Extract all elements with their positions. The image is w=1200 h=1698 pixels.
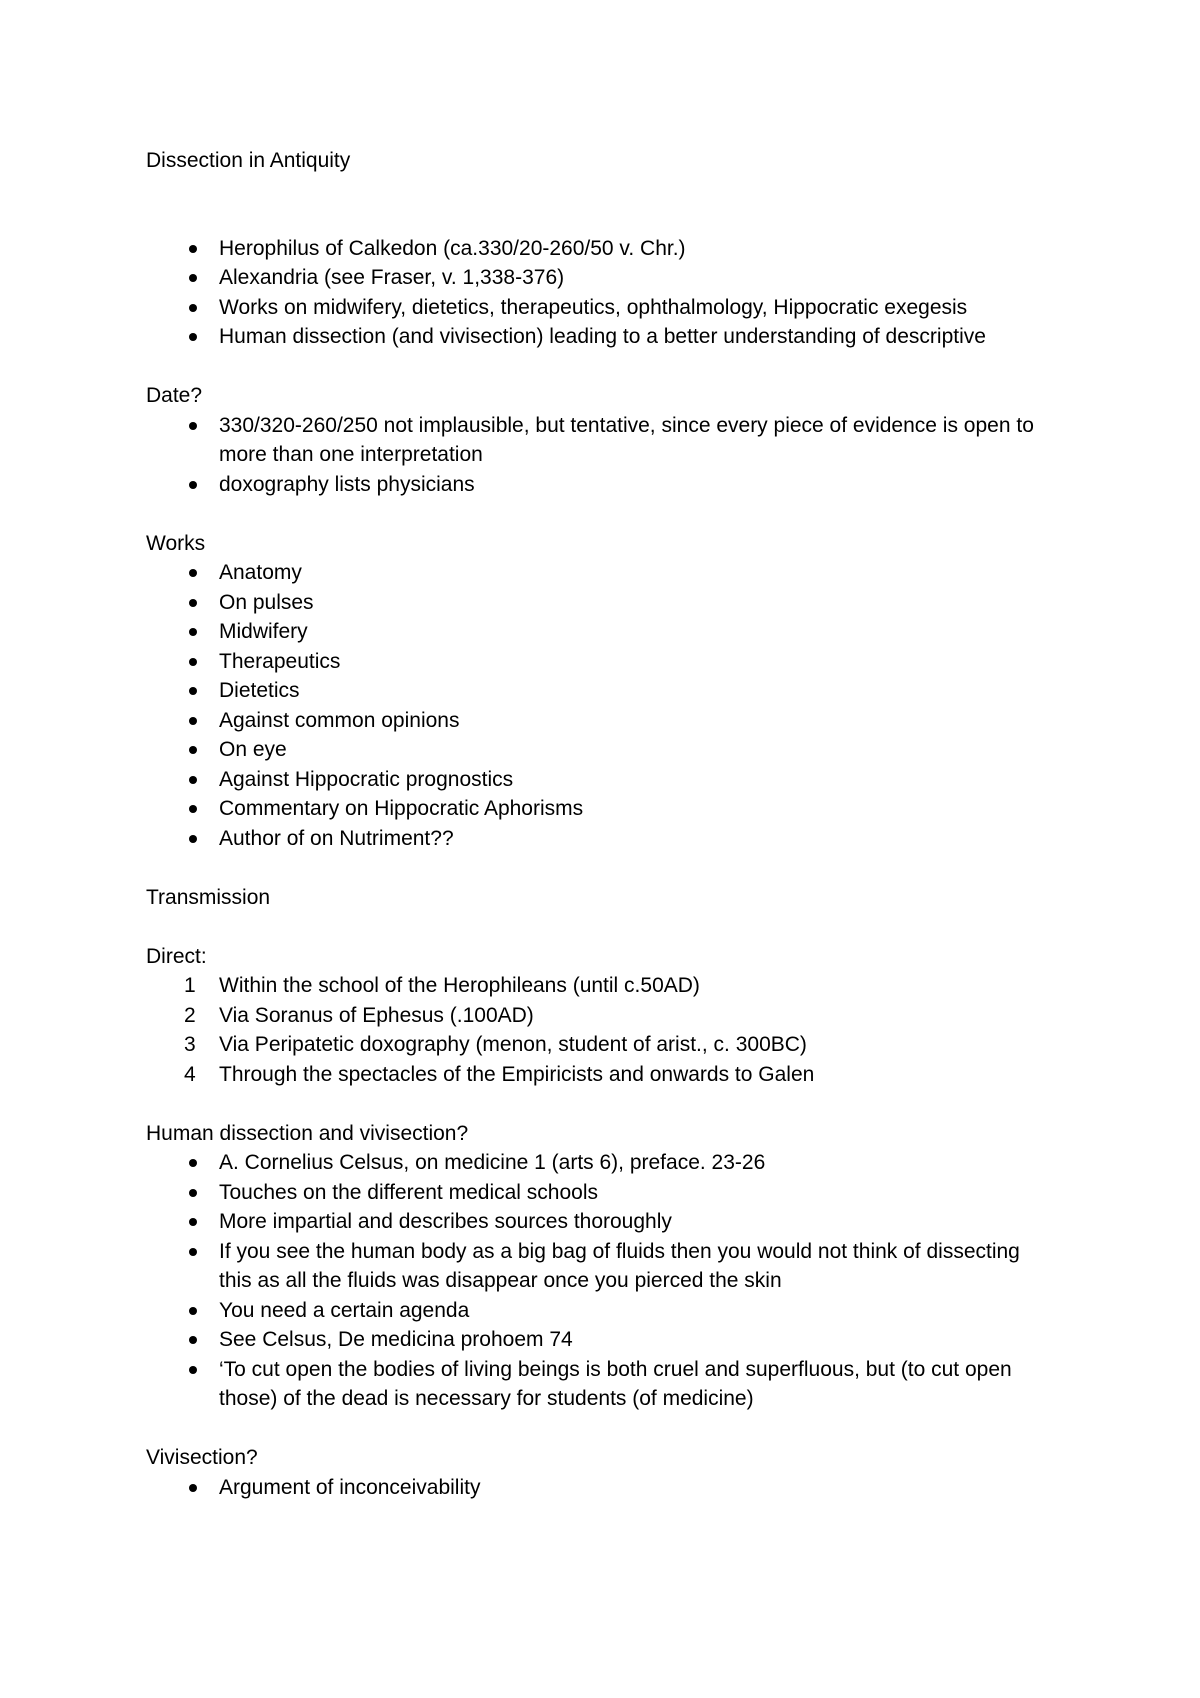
bullet-icon [189, 1218, 197, 1226]
list-item: A. Cornelius Celsus, on medicine 1 (arts 6), preface. 23-26 [146, 1148, 1046, 1178]
item-number: 2 [184, 1003, 196, 1027]
list-item: On eye [146, 735, 1046, 765]
human-dissection-heading: Human dissection and vivisection? [146, 1121, 469, 1145]
list-item: Dietetics [146, 676, 1046, 706]
works-list [146, 558, 1046, 853]
list-item: Anatomy [146, 558, 1046, 588]
document-body [146, 146, 1046, 1502]
list-item: Touches on the different medical schools [146, 1178, 1046, 1208]
direct-list [146, 971, 1046, 1089]
list-item: Human dissection (and vivisection) leading to a better understanding of descriptive [146, 322, 1046, 352]
intro-list [146, 234, 1046, 352]
list-item: 3 Via Peripatetic doxography (menon, student of arist., c. 300BC) [146, 1030, 1046, 1060]
list-item: 330/320-260/250 not implausible, but tentative, since every piece of evidence is open to more than one interpretation [146, 411, 1046, 470]
list-item: If you see the human body as a big bag of fluids then you would not think of dissecting this as all the fluids was disappear once you pierced the skin [146, 1237, 1046, 1296]
list-item: Works on midwifery, dietetics, therapeutics, ophthalmology, Hippocratic exegesis [146, 293, 1046, 323]
bullet-icon [189, 1484, 197, 1492]
list-item: Herophilus of Calkedon (ca.330/20-260/50 v. Chr.) [146, 234, 1046, 264]
list-item: Against common opinions [146, 706, 1046, 736]
bullet-icon [189, 1307, 197, 1315]
list-item: 2 Via Soranus of Ephesus (.100AD) [146, 1001, 1046, 1031]
list-item: Therapeutics [146, 647, 1046, 677]
list-item: On pulses [146, 588, 1046, 618]
bullet-icon [189, 245, 197, 253]
list-item: ‘To cut open the bodies of living beings is both cruel and superfluous, but (to cut open those) of the dead is necessary for students (of medicine) [146, 1355, 1046, 1414]
item-number: 4 [184, 1062, 196, 1086]
item-number: 1 [184, 974, 196, 997]
list-item: See Celsus, De medicina prohoem 74 [146, 1325, 1046, 1355]
list-item: Alexandria (see Fraser, v. 1,338-376) [146, 263, 1046, 293]
list-item: More impartial and describes sources thoroughly [146, 1207, 1046, 1237]
list-item: 1 Within the school of the Herophileans (until c.50AD) [146, 971, 1046, 1001]
bullet-icon [189, 835, 197, 843]
list-item: Argument of inconceivability [146, 1473, 1046, 1503]
bullet-icon [189, 1189, 197, 1197]
bullet-icon [189, 658, 197, 666]
bullet-icon [189, 1336, 197, 1344]
bullet-icon [189, 1366, 197, 1374]
list-item: 4 Through the spectacles of the Empiricists and onwards to Galen [146, 1060, 1046, 1090]
bullet-icon [189, 422, 197, 430]
list-item: Author of on Nutriment?? [146, 824, 1046, 854]
bullet-icon [189, 274, 197, 282]
document-title: Dissection in Antiquity [146, 149, 351, 172]
list-item: You need a certain agenda [146, 1296, 1046, 1326]
date-list [146, 411, 1046, 500]
bullet-icon [189, 746, 197, 754]
direct-heading: Direct: [146, 944, 207, 968]
list-item: Midwifery [146, 617, 1046, 647]
bullet-icon [189, 717, 197, 725]
bullet-icon [189, 304, 197, 312]
vivisection-list [146, 1473, 1046, 1503]
bullet-icon [189, 687, 197, 695]
works-heading: Works [146, 531, 206, 555]
list-item: doxography lists physicians [146, 470, 1046, 500]
bullet-icon [189, 1248, 197, 1256]
list-item: Commentary on Hippocratic Aphorisms [146, 794, 1046, 824]
bullet-icon [189, 481, 197, 489]
bullet-icon [189, 599, 197, 607]
bullet-icon [189, 776, 197, 784]
date-heading: Date? [146, 384, 203, 407]
vivisection-heading: Vivisection? [146, 1446, 258, 1469]
list-item: Against Hippocratic prognostics [146, 765, 1046, 795]
human-dissection-list [146, 1148, 1046, 1414]
bullet-icon [189, 1159, 197, 1167]
bullet-icon [189, 628, 197, 636]
item-number: 3 [184, 1033, 196, 1056]
bullet-icon [189, 333, 197, 341]
bullet-icon [189, 805, 197, 813]
bullet-icon [189, 569, 197, 577]
transmission-heading: Transmission [146, 885, 271, 909]
